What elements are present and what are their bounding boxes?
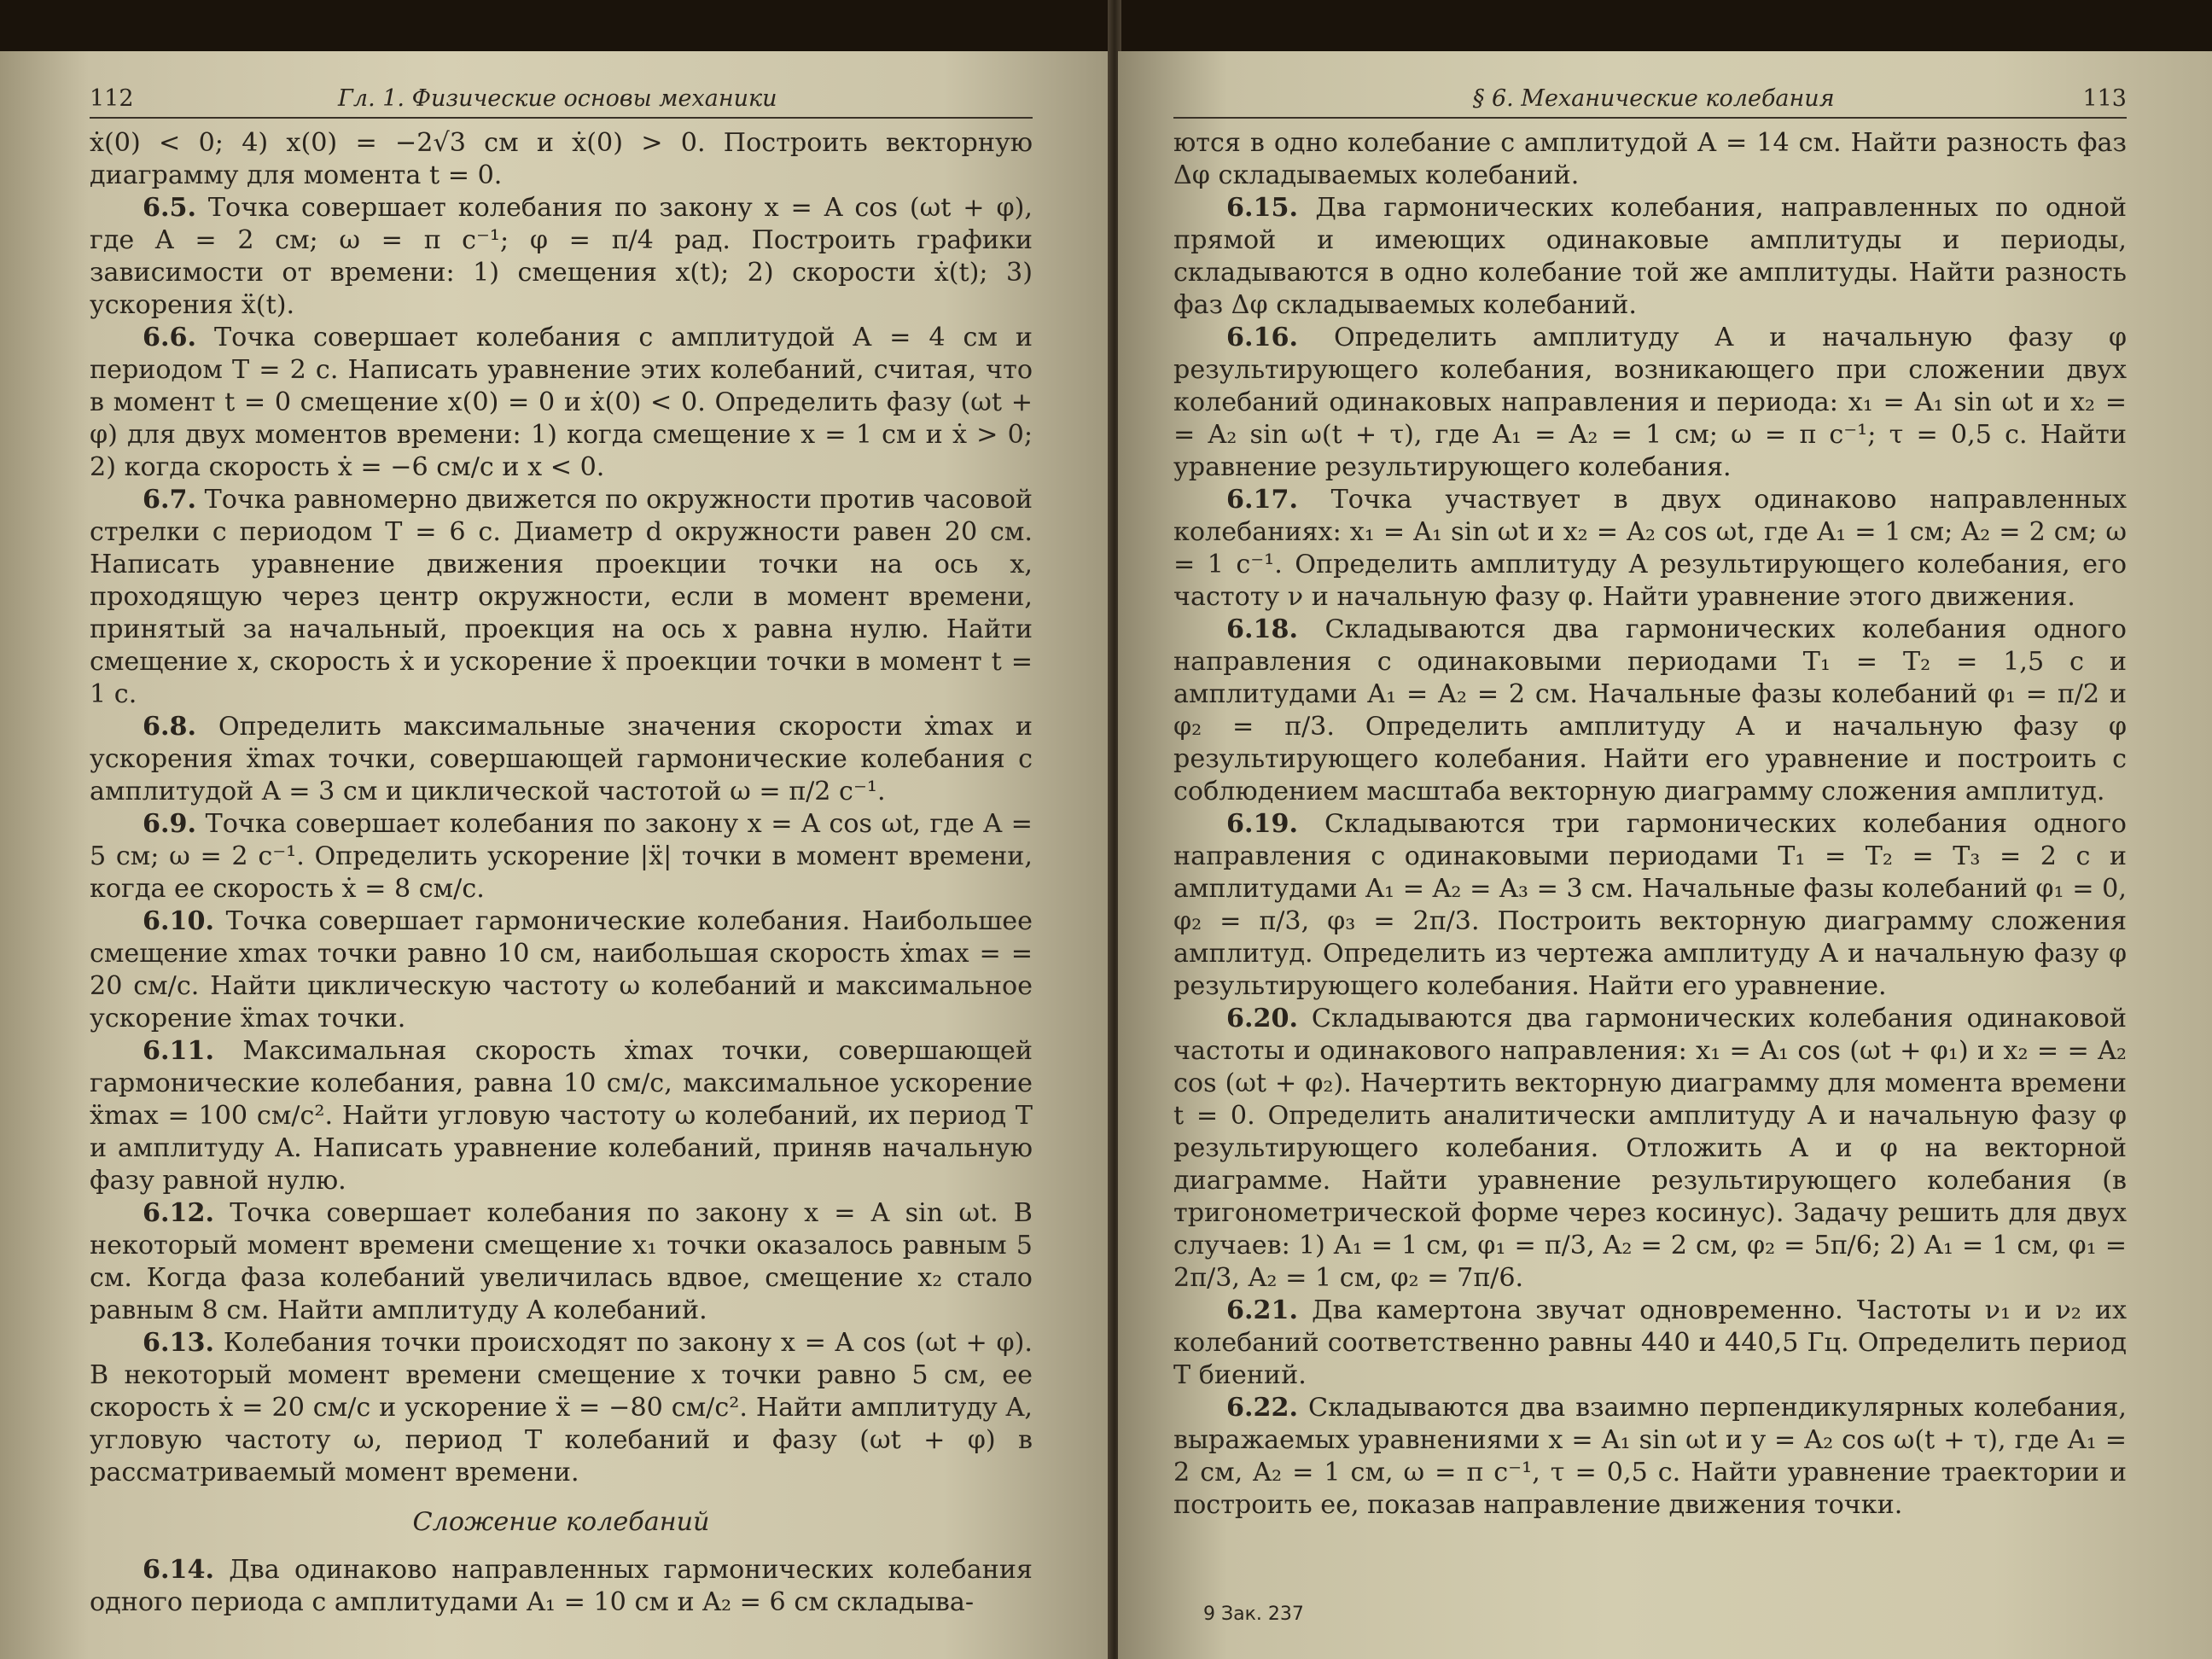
problem-text: Точка совершает колебания по закону x = A cos (ωt + φ), где A = 2 см; ω = π с⁻¹; φ = π/4 рад. Построить графики зависимости от времени: 1) смещения x(t); 2) скорости ẋ(t); 3) ускорения ẍ(t). — [90, 193, 1033, 320]
section-heading: Сложение колебаний — [412, 1507, 710, 1537]
problem-number: 6.21. — [1226, 1295, 1299, 1325]
problem-number: 6.18. — [1226, 614, 1299, 644]
problem-paragraph — [90, 322, 1033, 484]
problem-text: Точка равномерно движется по окружности против часовой стрелки с периодом T = 6 с. Диаметр d окружности равен 20 см. Написать уравнение движения проекции точки на ось x, проходящую через центр окружности, если в момент времени, принятый за начальный, проекция на ось x равна нулю. Найти смещение x, скорость ẋ и ускорение ẍ проекции точки в момент t = 1 с. — [90, 485, 1033, 709]
page-number: 112 — [90, 85, 134, 112]
problem-number: 6.11. — [143, 1036, 215, 1066]
problem-number: 6.15. — [1226, 193, 1299, 223]
problem-paragraph — [1173, 1003, 2127, 1295]
right-page-text — [1173, 127, 2127, 1522]
problem-number: 6.13. — [143, 1328, 215, 1358]
left-page-text — [90, 127, 1033, 1619]
problem-number: 6.16. — [1226, 323, 1299, 352]
continuation-paragraph — [90, 127, 1033, 192]
problem-paragraph — [1173, 192, 2127, 322]
problem-text: Складываются два гармонических колебания одинаковой частоты и одинакового направления: x₁ = A₁ cos (ωt + φ₁) и x₂ = = A₂ cos (ωt + φ₂). Начертить векторную диаграмму для момента времени t = 0. Определить аналитически амплитуду A и начальную фазу φ результирующего колебания. Отложить A и φ на векторной диаграмме. Найти уравнение результирующего колебания (в тригонометрической форме через косинус). Задачу решить для двух случаев: 1) A₁ = 1 см, φ₁ = π/3, A₂ = 2 см, φ₂ = 5π/6; 2) A₁ = 1 см, φ₁ = 2π/3, A₂ = 1 см, φ₂ = 7π/6. — [1173, 1004, 2127, 1293]
section-title: § 6. Механические колебания — [1472, 85, 1835, 112]
problem-text: Складываются два взаимно перпендикулярных колебания, выражаемых уравнениями x = A₁ sin ωt и y = A₂ cos ω(t + τ), где A₁ = 2 см, A₂ = 1 см, ω = π с⁻¹, τ = 0,5 с. Найти уравнение траектории и построить ее, показав направление движения точки. — [1173, 1393, 2127, 1520]
problem-number: 6.9. — [143, 809, 197, 839]
problem-paragraph — [1173, 1295, 2127, 1392]
problem-number: 6.7. — [143, 485, 197, 515]
problem-number: 6.8. — [143, 712, 197, 742]
problem-text: Два одинаково направленных гармонических колебания одного периода с амплитудами A₁ = 10 см и A₂ = 6 см складыва- — [90, 1555, 1033, 1617]
problem-paragraph — [1173, 808, 2127, 1003]
problem-text: Колебания точки происходят по закону x = A cos (ωt + φ). В некоторый момент времени смещение x точки равно 5 см, ее скорость ẋ = 20 см/с и ускорение ẍ = −80 см/с². Найти амплитуду A, угловую частоту ω, период T колебаний и фазу (ωt + φ) в рассматриваемый момент времени. — [90, 1328, 1033, 1487]
problem-number: 6.19. — [1226, 809, 1299, 839]
problem-text: Два камертона звучат одновременно. Частоты ν₁ и ν₂ их колебаний соответственно равны 440 и 440,5 Гц. Определить период T биений. — [1173, 1295, 2127, 1390]
problem-number: 6.17. — [1226, 485, 1299, 515]
chapter-title: Гл. 1. Физические основы механики — [338, 85, 777, 112]
problem-text: Складываются три гармонических колебания одного направления с одинаковыми периодами T₁ = T₂ = T₃ = 2 с и амплитудами A₁ = A₂ = A₃ = 3 см. Начальные фазы колебаний φ₁ = 0, φ₂ = π/3, φ₃ = 2π/3. Построить векторную диаграмму сложения амплитуд. Определить из чертежа амплитуду A и начальную фазу φ результирующего колебания. Найти его уравнение. — [1173, 809, 2127, 1001]
problem-number: 6.12. — [143, 1198, 215, 1228]
problem-number: 6.14. — [143, 1555, 215, 1585]
problem-number: 6.20. — [1226, 1004, 1299, 1033]
problem-text: Точка участвует в двух одинаково направленных колебаниях: x₁ = A₁ sin ωt и x₂ = A₂ cos ωt, где A₁ = 1 см; A₂ = 2 см; ω = 1 с⁻¹. Определить амплитуду A результирующего колебания, его частоту ν и начальную фазу φ. Найти уравнение этого движения. — [1173, 485, 2127, 612]
problem-text: Точка совершает колебания с амплитудой A = 4 см и периодом T = 2 с. Написать уравнение этих колебаний, считая, что в момент t = 0 смещение x(0) = 0 и ẋ(0) < 0. Определить фазу (ωt + φ) для двух моментов времени: 1) когда смещение x = 1 см и ẋ > 0; 2) когда скорость ẋ = −6 см/с и x < 0. — [90, 323, 1033, 482]
problem-text: Определить амплитуду A и начальную фазу φ результирующего колебания, возникающего при сложении двух колебаний одинаковых направления и периода: x₁ = A₁ sin ωt и x₂ = = A₂ sin ω(t + τ), где A₁ = A₂ = 1 см; ω = π с⁻¹; τ = 0,5 с. Найти уравнение результирующего колебания. — [1173, 323, 2127, 482]
problem-paragraph — [1173, 1392, 2127, 1522]
problem-paragraph — [90, 1327, 1033, 1489]
problem-paragraph — [1173, 322, 2127, 484]
right-page — [1118, 51, 2212, 1659]
problem-paragraph — [90, 1197, 1033, 1327]
problem-text: Два гармонических колебания, направленных по одной прямой и имеющих одинаковые амплитуды и периоды, складываются в одно колебание той же амплитуды. Найти разность фаз Δφ складываемых колебаний. — [1173, 193, 2127, 320]
problem-paragraph — [90, 192, 1033, 322]
problem-number: 6.10. — [143, 906, 215, 936]
problem-text: Определить максимальные значения скорости ẋmax и ускорения ẍmax точки, совершающей гармонические колебания с амплитудой A = 3 см и циклической частотой ω = π/2 с⁻¹. — [90, 712, 1033, 806]
problem-paragraph — [90, 1554, 1033, 1619]
left-page-header — [90, 85, 1033, 119]
problem-paragraph — [90, 1035, 1033, 1197]
problem-text: Точка совершает гармонические колебания. Наибольшее смещение xmax точки равно 10 см, наибольшая скорость ẋmax = = 20 см/с. Найти циклическую частоту ω колебаний и максимальное ускорение ẍmax точки. — [90, 906, 1033, 1033]
problem-number: 6.22. — [1226, 1393, 1299, 1423]
right-page-header — [1173, 85, 2127, 119]
problem-number: 6.5. — [143, 193, 197, 223]
continuation-paragraph — [1173, 127, 2127, 192]
problem-paragraph — [1173, 484, 2127, 614]
problem-text: ẋ(0) < 0; 4) x(0) = −2√3 см и ẋ(0) > 0. Построить векторную диаграмму для момента t = 0. — [90, 128, 1033, 190]
problem-text: Точка совершает колебания по закону x = A sin ωt. В некоторый момент времени смещение x₁ точки оказалось равным 5 см. Когда фаза колебаний увеличилась вдвое, смещение x₂ стало равным 8 см. Найти амплитуду A колебаний. — [90, 1198, 1033, 1325]
printer-mark: 9 Зак. 237 — [1203, 1604, 1304, 1625]
problem-paragraph — [90, 711, 1033, 808]
problem-text: Точка совершает колебания по закону x = A cos ωt, где A = 5 см; ω = 2 с⁻¹. Определить ускорение |ẍ| точки в момент времени, когда ее скорость ẋ = 8 см/с. — [90, 809, 1033, 904]
problem-text: Складываются два гармонических колебания одного направления с одинаковыми периодами T₁ = T₂ = 1,5 с и амплитудами A₁ = A₂ = 2 см. Начальные фазы колебаний φ₁ = π/2 и φ₂ = π/3. Определить амплитуду A и начальную фазу φ результирующего колебания. Найти его уравнение и построить с соблюдением масштаба векторную диаграмму сложения амплитуд. — [1173, 614, 2127, 806]
problem-number: 6.6. — [143, 323, 197, 352]
problem-paragraph — [90, 905, 1033, 1035]
problem-text: ются в одно колебание с амплитудой A = 14 см. Найти разность фаз Δφ складываемых колебаний. — [1173, 128, 2127, 190]
page-number: 113 — [2082, 85, 2127, 112]
problem-paragraph — [1173, 614, 2127, 808]
problem-paragraph — [90, 808, 1033, 905]
left-page — [0, 51, 1109, 1659]
problem-paragraph — [90, 484, 1033, 711]
problem-text: Максимальная скорость ẋmax точки, совершающей гармонические колебания, равна 10 см/с, максимальное ускорение ẍmax = 100 см/с². Найти угловую частоту ω колебаний, их период T и амплитуду A. Написать уравнение колебаний, приняв начальную фазу равной нулю. — [90, 1036, 1033, 1196]
